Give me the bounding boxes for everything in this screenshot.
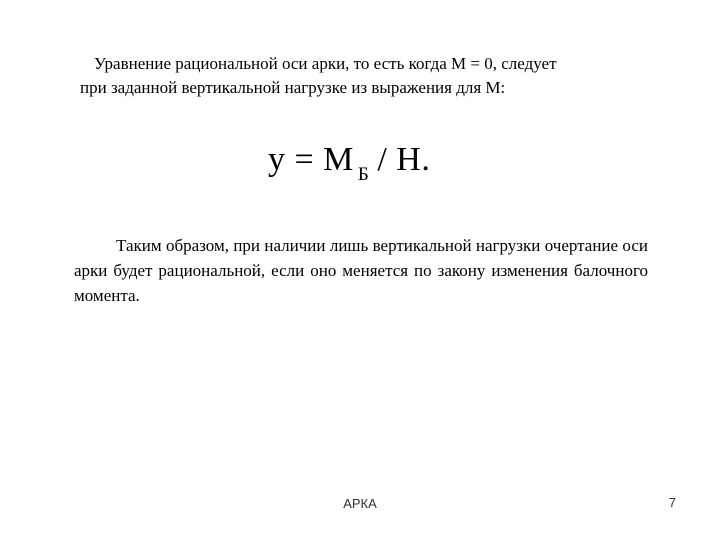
intro-paragraph xyxy=(76,52,656,100)
intro-line-2: при заданной вертикальной нагрузке из выражения для М: xyxy=(80,78,506,97)
formula-rhs: / H. xyxy=(377,141,431,178)
intro-line-1: Уравнение рациональной оси арки, то есть когда М = 0, следует xyxy=(94,54,557,73)
formula-subscript: Б xyxy=(357,164,370,185)
formula-lhs: y = M xyxy=(268,141,354,178)
conclusion-paragraph: Таким образом, при наличии лишь вертикальной нагрузки очертание оси арки будет рациональной, если оно меняется по закону изменения балочного момента. xyxy=(74,236,648,305)
footer-title: АРКА xyxy=(343,496,377,511)
formula xyxy=(268,136,430,189)
page-number: 7 xyxy=(668,495,676,510)
